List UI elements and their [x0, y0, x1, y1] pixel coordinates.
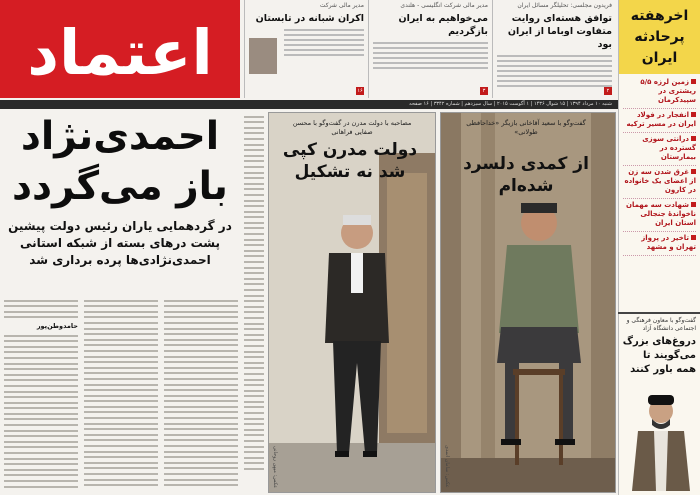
teaser-page-number: ۳: [480, 87, 488, 95]
teaser-kicker: فریدون مجلسی: تحلیلگر مسائل ایران: [517, 2, 612, 9]
teaser-thumbnail: [249, 38, 277, 74]
text-column: [4, 296, 78, 491]
feature-title: دولت مدرن کپی شد نه تشکیل: [282, 140, 418, 182]
teaser-title: می‌خواهیم به ایران بازگردیم: [398, 13, 488, 37]
right-news-column: [618, 0, 700, 495]
feature-kicker: مصاحبه با دولت مدرن در گفت‌وگو با محسن صفایی فراهانی: [292, 119, 412, 136]
headline-line-2: باز می‌گردد: [12, 164, 228, 209]
bullet-square-icon: [691, 235, 696, 240]
date-line: شنبه ۱۰ مرداد ۱۳۹۴ | ۱۵ شوال ۱۴۳۶ | ۱ آگوست ۲۰۱۵ | سال سیزدهم | شماره ۳۳۴۲ | ۱۶ صفحه: [0, 100, 618, 109]
news-brief-item[interactable]: شهادت سه مهمان ناخواندهٔ جنجالی استان ایران: [623, 199, 696, 232]
teaser-page-number: ۲: [604, 87, 612, 95]
teaser-kicker: مدیر مالی شرکت انگلیسی - هلندی: [400, 2, 488, 9]
lead-story[interactable]: [2, 112, 238, 269]
text-column: [84, 296, 158, 491]
interview-title: دروغ‌های بزرگ می‌گویند تا همه باور کنند: [622, 336, 696, 375]
lead-body-text: [2, 296, 238, 491]
feature-story-1[interactable]: [268, 112, 436, 493]
bullet-square-icon: [691, 136, 696, 141]
feature-story-2[interactable]: [440, 112, 616, 493]
interview-kicker: گفت‌وگو با معاون فرهنگی و اجتماعی دانشگاه آزاد: [626, 317, 696, 332]
logo-text: اعتماد: [27, 16, 213, 89]
teaser-title: اکران شبانه در تابستان: [255, 13, 364, 24]
bullet-square-icon: [691, 202, 696, 207]
right-column-headline: اخرهفته پرحادثه ایران: [630, 8, 689, 66]
top-teasers: [244, 0, 616, 98]
teaser-page-number: ۱۶: [357, 88, 363, 94]
news-brief-item[interactable]: درانتی سوزی گسترده در بیمارستان: [623, 133, 696, 166]
photo-caption: عکس: میهن روحانی: [272, 445, 278, 488]
cleric-portrait: [628, 381, 694, 491]
newspaper-logo: [6, 10, 234, 90]
news-briefs-list: [619, 74, 700, 256]
teaser-1[interactable]: [492, 0, 616, 98]
bullet-square-icon: [691, 169, 696, 174]
news-brief-item[interactable]: غرق شدن سه زن از اعضای یک خانواده در کارون: [623, 166, 696, 199]
teaser-3[interactable]: [244, 0, 368, 98]
teaser-title: توافق هسته‌ای روایت متفاوت اوباما از ایران بود: [507, 13, 612, 50]
teaser-body: [284, 29, 364, 56]
feature-title: از کمدی دلسرد شده‌ام: [463, 154, 589, 196]
news-brief-item[interactable]: انفجار در فولاد ایران در مسیر ترکیه: [623, 109, 696, 133]
photo-caption: عکس: سامان اسدی: [444, 445, 450, 488]
text-column: [164, 296, 238, 491]
right-column-header[interactable]: [619, 0, 700, 74]
news-brief-item[interactable]: تاخیر در پرواز تهران و مشهد: [623, 232, 696, 256]
lead-subhead: در گردهمایی یاران رئیس دولت پیشین پشت درهای بسته از شبکه استانی احمدی‌نژادی‌ها پرده برداری شد: [8, 219, 232, 267]
news-brief-item[interactable]: زمین لرزه ۵/۵ ریشتری در سپیدکرمان: [623, 76, 696, 109]
byline: حامدوطن‌پور: [36, 321, 78, 330]
interview-teaser[interactable]: [618, 312, 700, 380]
narrow-text-strip: [242, 112, 266, 493]
teaser-2[interactable]: [368, 0, 492, 98]
teaser-kicker: مدیر مالی شرکت: [319, 2, 364, 9]
feature-kicker: گفت‌وگو با سعید آقاخانی بازیگر «خداحافظی طولانی»: [466, 119, 586, 136]
teaser-body: [497, 55, 612, 87]
masthead: [0, 0, 240, 98]
teaser-body: [373, 42, 488, 69]
bullet-square-icon: [691, 112, 696, 117]
headline-line-1: احمدی‌نژاد: [20, 114, 220, 159]
bullet-square-icon: [691, 79, 696, 84]
